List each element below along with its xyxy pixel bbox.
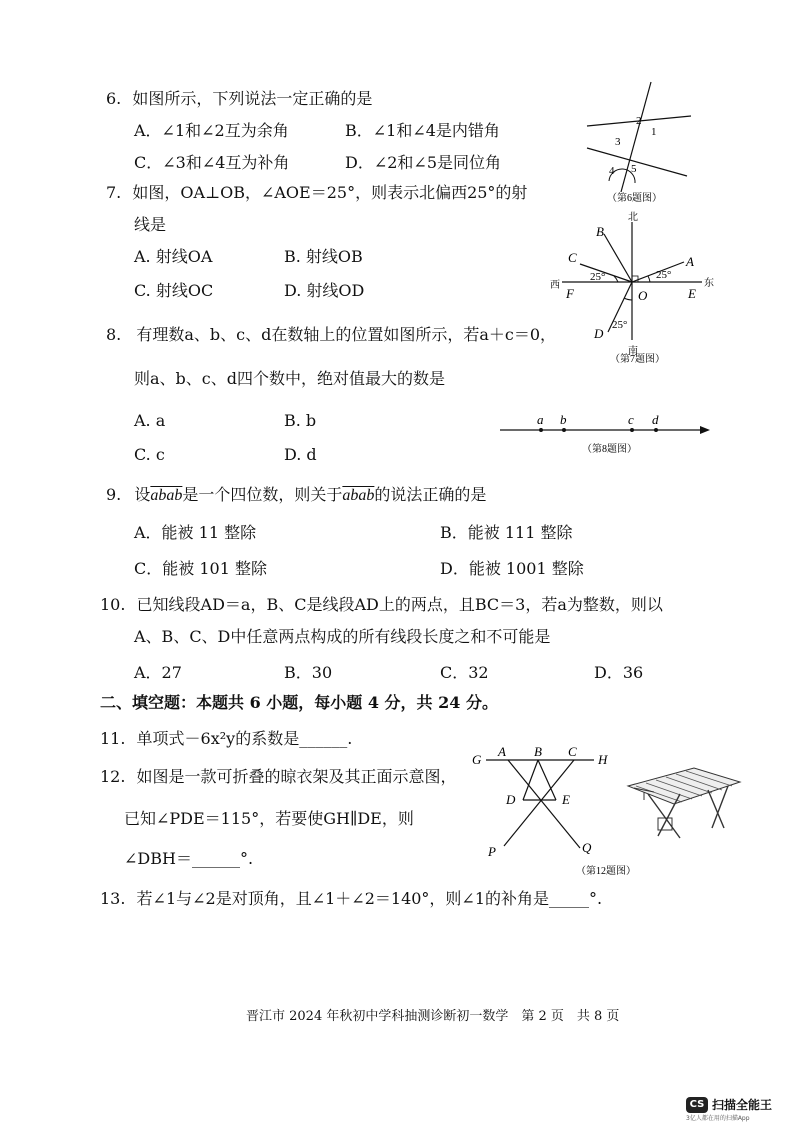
q6-text: 如图所示，下列说法一定正确的是 (132, 89, 373, 108)
q7-label-B: B (596, 224, 604, 239)
q7-label-A: A (686, 254, 694, 269)
q9-stem (106, 484, 486, 507)
q10-stem (100, 594, 663, 616)
q7-label-O: O (638, 288, 648, 303)
q8-label-b: b (560, 412, 567, 427)
q7-label-D: D (594, 326, 604, 341)
q12-label-C: C (568, 744, 577, 759)
q13-number: 13. (100, 889, 126, 908)
q8-option-a: A. a (134, 411, 166, 430)
q12-text-line3: ∠DBH＝______°. (124, 849, 254, 868)
q12-label-B: B (534, 744, 542, 759)
q6-option-c: C．∠3和∠4互为补角 (134, 153, 290, 172)
cs-logo-icon: CS (686, 1097, 708, 1113)
q7-label-C: C (568, 250, 577, 265)
q7-option-c: C. 射线OC (134, 281, 214, 300)
scanner-app-slogan: 3亿人都在用的扫描App (686, 1115, 750, 1122)
q12-number: 12. (100, 767, 126, 786)
q10-option-d: D．36 (594, 663, 644, 682)
q7-option-a: A. 射线OA (134, 247, 213, 266)
q7-figure (548, 208, 718, 368)
q13-text: 若∠1与∠2是对顶角，且∠1＋∠2＝140°，则∠1的补角是_____°. (136, 889, 603, 908)
q12-label-E: E (562, 792, 570, 807)
q8-option-b: B. b (284, 411, 317, 430)
q8-text-line1: 有理数a、b、c、d在数轴上的位置如图所示，若a＋c＝0， (136, 325, 557, 344)
q7-caption: （第7题图） (610, 354, 665, 365)
q7-angle-2: 25° (656, 269, 672, 281)
q7-angle-1: 25° (590, 271, 606, 283)
q7-label-south: 南 (628, 346, 638, 357)
q7-label-F: F (566, 286, 574, 301)
q10-option-c: C．32 (440, 663, 489, 682)
q12-label-D: D (506, 792, 516, 807)
q7-label-E: E (688, 286, 696, 301)
q6-label-4: 4 (609, 165, 615, 177)
q8-stem (106, 324, 556, 346)
q8-caption: （第8题图） (582, 444, 637, 455)
q11-text: 单项式－6x²y的系数是______. (136, 729, 353, 748)
q7-option-d: D. 射线OD (284, 281, 365, 300)
q6-stem (106, 88, 372, 110)
q7-option-b: B. 射线OB (284, 247, 363, 266)
q6-option-b: B．∠1和∠4是内错角 (345, 121, 500, 140)
q7-stem (106, 182, 527, 204)
q6-number: 6. (106, 89, 122, 108)
q12-label-G: G (472, 752, 482, 767)
q8-option-c: C. c (134, 445, 165, 464)
q11-number: 11. (100, 729, 126, 748)
q9-text-mid: 是一个四位数，则关于 (182, 485, 343, 504)
q12-text-line2: 已知∠PDE＝115°，若要使GH∥DE，则 (124, 809, 414, 828)
q10-option-b: B．30 (284, 663, 333, 682)
q12-label-H: H (598, 752, 608, 767)
q7-label-north: 北 (628, 212, 638, 223)
q6-caption: （第6题图） (607, 193, 662, 204)
q9-text-post: 的说法正确的是 (374, 485, 487, 504)
q9-option-a: A．能被 11 整除 (134, 523, 257, 542)
q6-label-1: 1 (651, 126, 657, 138)
q10-text-line2: A、B、C、D中任意两点构成的所有线段长度之和不可能是 (134, 627, 551, 646)
q7-angle-3: 25° (612, 319, 628, 331)
q7-text-line2: 线是 (134, 215, 167, 234)
q12-label-A: A (498, 744, 506, 759)
q6-figure (585, 80, 695, 208)
q8-number: 8. (106, 325, 122, 344)
section-2-heading: 二、填空题：本题共 6 小题，每小题 4 分，共 24 分。 (100, 693, 498, 712)
q12-label-Q: Q (582, 840, 592, 855)
scanner-app-name: 扫描全能王 (712, 1098, 773, 1112)
q10-option-a: A．27 (134, 663, 182, 682)
q7-label-east: 东 (704, 278, 714, 289)
q8-label-c: c (628, 412, 634, 427)
q10-number: 10. (100, 595, 126, 614)
scanner-watermark (686, 1097, 784, 1121)
q7-number: 7. (106, 183, 122, 202)
q6-label-2: 2 (636, 115, 642, 127)
q7-text-line1: 如图，OA⊥OB，∠AOE＝25°，则表示北偏西25°的射 (132, 183, 528, 202)
q8-text-line2: 则a、b、c、d四个数中，绝对值最大的数是 (134, 369, 445, 388)
q12-stem (100, 766, 457, 788)
q12-label-P: P (488, 844, 496, 859)
q8-label-d: d (652, 412, 659, 427)
q6-label-5: 5 (631, 163, 637, 175)
q9-overline-1: abab (150, 487, 183, 504)
q9-option-c: C．能被 101 整除 (134, 559, 267, 578)
q9-option-d: D．能被 1001 整除 (440, 559, 584, 578)
page-footer: 晋江市 2024 年秋初中学科抽测诊断初一数学 第 2 页 共 8 页 (246, 1009, 620, 1024)
q6-option-d: D．∠2和∠5是同位角 (345, 153, 502, 172)
q8-label-a: a (537, 412, 544, 427)
q9-overline-2: abab (342, 487, 375, 504)
q12-text-line1: 如图是一款可折叠的晾衣架及其正面示意图， (136, 767, 457, 786)
q11-stem (100, 728, 352, 750)
q8-option-d: D. d (284, 445, 317, 464)
q9-number: 9. (106, 485, 122, 504)
q8-figure (498, 410, 712, 458)
q12-caption: （第12题图） (576, 866, 636, 877)
q12-figure (470, 742, 636, 877)
drying-rack-illustration (624, 764, 744, 844)
q7-label-west: 西 (550, 280, 560, 291)
q13-stem (100, 888, 602, 910)
q6-option-a: A．∠1和∠2互为余角 (134, 121, 289, 140)
q9-option-b: B．能被 111 整除 (440, 523, 573, 542)
q6-label-3: 3 (615, 136, 621, 148)
q10-text-line1: 已知线段AD＝a，B、C是线段AD上的两点，且BC＝3，若a为整数，则以 (136, 595, 663, 614)
q9-text-pre: 设 (134, 485, 151, 504)
